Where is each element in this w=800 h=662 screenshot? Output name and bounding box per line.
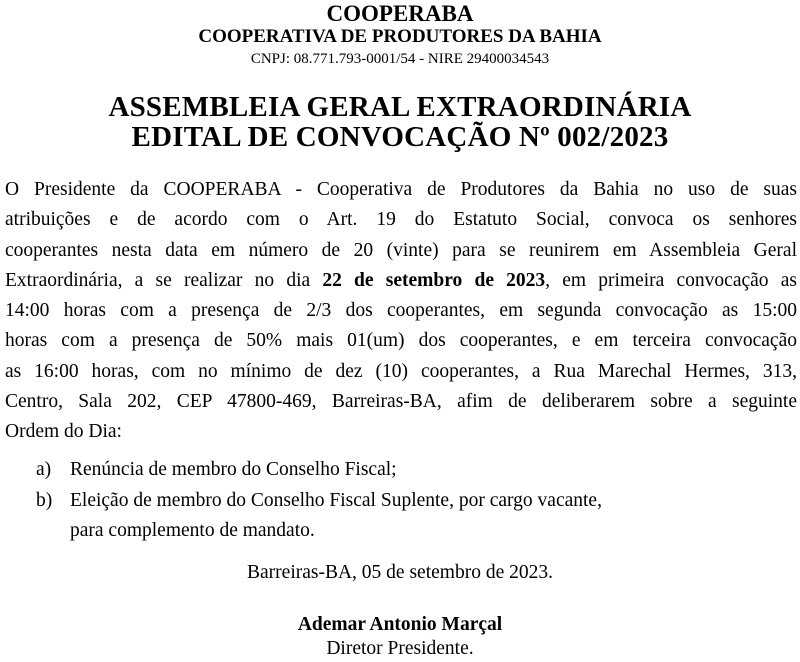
- signatory-name: Ademar Antonio Marçal: [297, 614, 503, 635]
- body-line-part: Extraordinária, a se realizar no dia: [5, 269, 323, 291]
- agenda-item: [36, 455, 730, 486]
- body-line: cooperantes nesta data em número de 20 (vinte) para se reunirem em Assembleia Geral: [5, 239, 797, 261]
- body-line: O Presidente da COOPERABA - Cooperativa de Produtores da Bahia no uso de suas: [5, 179, 797, 200]
- body-line: Centro, Sala 202, CEP 47800-469, Barreiras-BA, afim de deliberarem sobre a seguinte: [5, 391, 797, 413]
- body-line: 14:00 horas com a presença de 2/3 dos cooperantes, em segunda convocação as 15:00: [5, 300, 797, 322]
- body-paragraph: [5, 175, 797, 448]
- org-full-name: COOPERATIVA DE PRODUTORES DA BAHIA: [198, 26, 602, 47]
- body-line: Ordem do Dia:: [5, 421, 122, 443]
- place-date: Barreiras-BA, 05 de setembro de 2023.: [247, 562, 553, 583]
- body-line: [5, 266, 797, 296]
- agenda-text: para complemento de mandato.: [70, 520, 315, 541]
- meeting-date: 22 de setembro de 2023: [322, 269, 546, 291]
- agenda-marker: a): [36, 459, 52, 480]
- body-line: horas com a presença de 50% mais 01(um) dos cooperantes, e em terceira convocação: [5, 330, 797, 352]
- body-line: as 16:00 horas, com no mínimo de dez (10) cooperantes, a Rua Marechal Hermes, 313,: [5, 360, 797, 382]
- agenda-list: [36, 455, 730, 547]
- signatory-role: Diretor Presidente.: [326, 638, 474, 659]
- document-title-line1: ASSEMBLEIA GERAL EXTRAORDINÁRIA: [108, 91, 692, 123]
- agenda-text: Renúncia de membro do Conselho Fiscal;: [70, 459, 397, 480]
- document-title-line2: EDITAL DE CONVOCAÇÃO Nº 002/2023: [131, 121, 669, 153]
- agenda-item-continuation: [36, 516, 730, 547]
- agenda-item: [36, 486, 730, 517]
- agenda-text: Eleição de membro do Conselho Fiscal Suplente, por cargo vacante,: [70, 489, 602, 511]
- body-line-part: , em primeira convocação as: [545, 269, 797, 291]
- org-identifiers: CNPJ: 08.771.793-0001/54 - NIRE 29400034543: [250, 51, 550, 67]
- agenda-marker: b): [36, 489, 53, 511]
- body-line: atribuições e de acordo com o Art. 19 do Estatuto Social, convoca os senhores: [5, 209, 797, 231]
- org-name: COOPERABA: [326, 1, 474, 26]
